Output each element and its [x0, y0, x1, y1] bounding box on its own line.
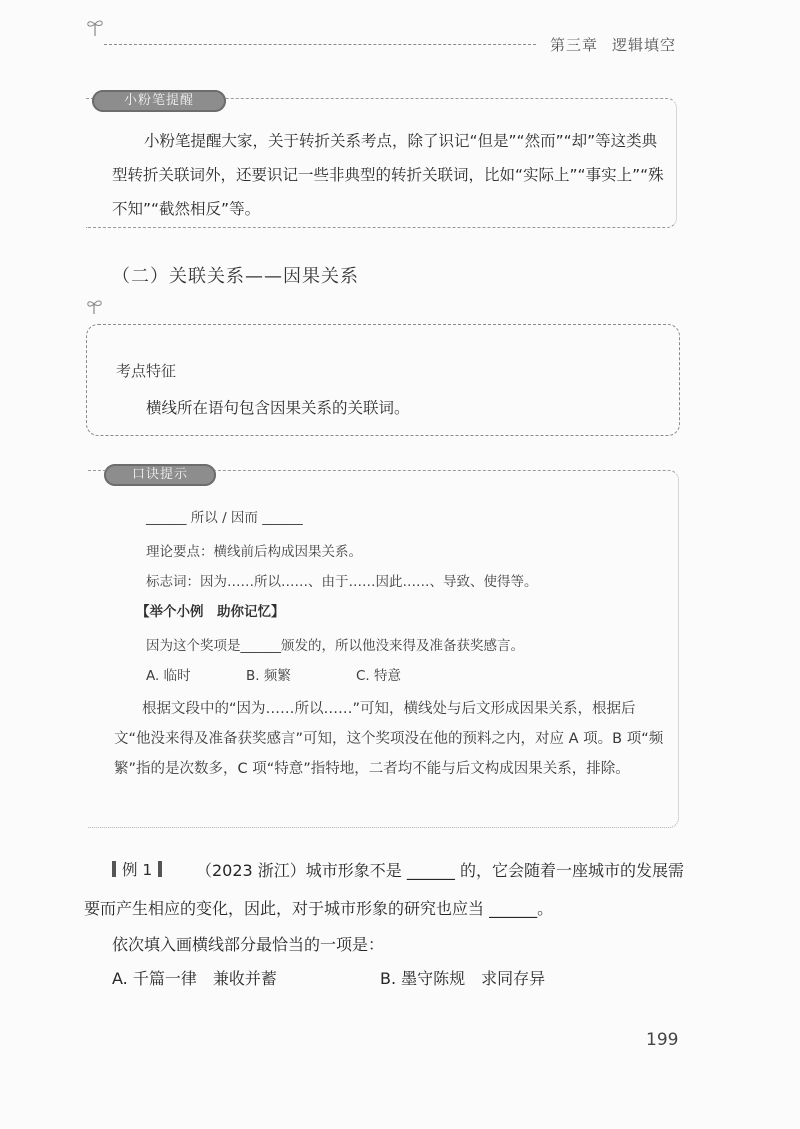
header-divider — [104, 44, 536, 45]
tip-badge: 小粉笔提醒 — [92, 90, 226, 112]
example-heading: 【举个小例 助你记忆】 — [136, 604, 285, 620]
example-explanation: 根据文段中的“因为……所以……”可知，横线处与后文形成因果关系，根据后文“他没来得及准备获奖感言”可知，这个奖项没在他的预料之内，对应 A 项。B 项“频繁”指的是次数多，C 项“特意”指特地，二者均不能与后文构成因果关系，排除。 — [114, 701, 664, 777]
feature-text: 横线所在语句包含因果关系的关联词。 — [146, 399, 410, 417]
mnemonic-badge: 口诀提示 — [104, 464, 216, 486]
pattern-line: ______ 所以 / 因而 ______ — [146, 510, 303, 526]
example-label-text: 例 1 — [122, 861, 153, 879]
example-option-a: A. 临时 — [146, 668, 191, 684]
feature-label: 考点特征 — [116, 362, 177, 380]
theory-point: 理论要点：横线前后构成因果关系。 — [146, 544, 362, 560]
tip-text: 小粉笔提醒大家，关于转折关系考点，除了识记“但是”“然而”“却”等这类典型转折关联词外，还要识记一些非典型的转折关联词，比如“实际上”“事实上”“殊不知”“截然相反”等。 — [112, 132, 664, 218]
example-sentence: 因为这个奖项是______颁发的，所以他没来得及准备获奖感言。 — [146, 638, 524, 654]
question-prompt: 依次填入画横线部分最恰当的一项是： — [112, 935, 385, 954]
question-option-b: B. 墨守陈规 求同存异 — [380, 969, 546, 988]
question-option-a: A. 千篇一律 兼收并蓄 — [112, 969, 277, 988]
chapter-number: 第三章 — [550, 36, 599, 54]
chapter-heading — [550, 34, 690, 55]
question-text: （2023 浙江）城市形象不是 ______ 的，它会随着一座城市的发展需要而产生相应的变化，因此，对于城市形象的研究也应当 ______。 — [84, 861, 684, 918]
page-number: 199 — [646, 1030, 679, 1050]
chapter-title: 逻辑填空 — [612, 36, 677, 54]
sprout-icon — [84, 16, 106, 38]
section-title: （二）关联关系——因果关系 — [112, 266, 359, 287]
example-option-c: C. 特意 — [356, 668, 402, 684]
sprout-icon — [84, 296, 104, 316]
example-option-b: B. 频繁 — [246, 668, 291, 684]
marker-words: 标志词：因为……所以……、由于……因此……、导致、使得等。 — [146, 574, 538, 590]
